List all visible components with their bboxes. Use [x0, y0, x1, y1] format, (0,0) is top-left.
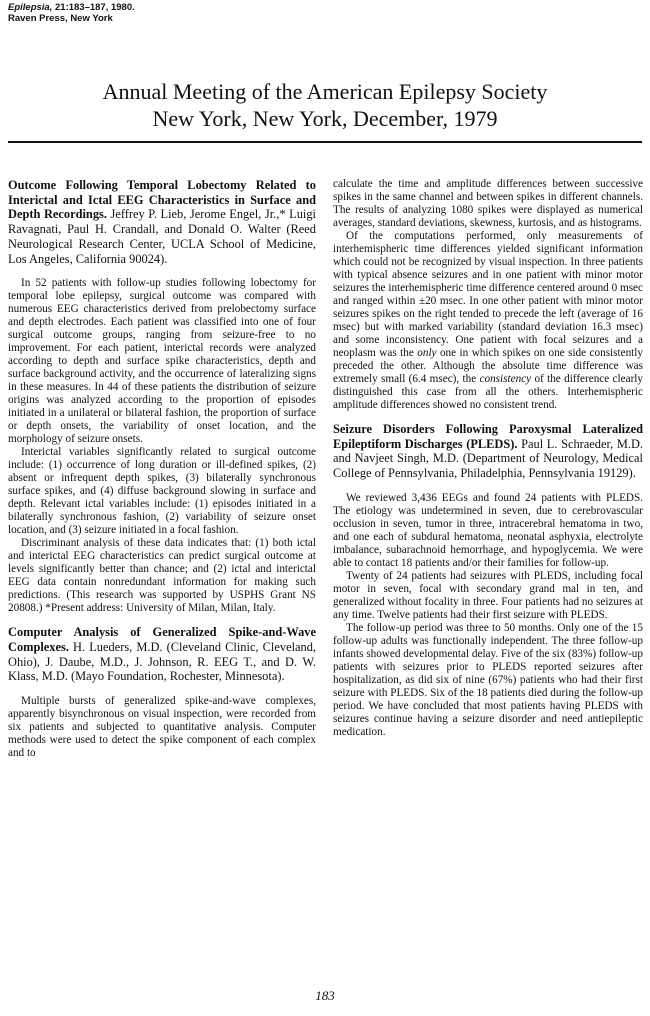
article-3-paragraph-1: We reviewed 3,436 EEGs and found 24 patients with PLEDS. The etiology was undetermined in seven, due to cerebrovascular occlusion in seven, tumor in three, intracerebral hematoma in two, and one each of subdural hematoma, neonatal asphyxia, electrolyte imbalance, subarachnoid hemorrhage, and hypoglycemia. We were able to contact 18 patients and/or their families for follow-up. — [333, 491, 643, 569]
page-title — [0, 78, 650, 132]
article-1-title: Outcome Following Temporal Lobectomy Related to Interictal and Ictal EEG Characteristics in Surface and Depth Recordings. — [8, 178, 316, 222]
right-column — [333, 178, 643, 739]
article-3-title: Seizure Disorders Following Paroxysmal Lateralized Epileptiform Discharges (PLEDS). — [333, 422, 643, 451]
article-2-title: Computer Analysis of Generalized Spike-and-Wave Complexes. — [8, 625, 316, 654]
left-column — [8, 178, 316, 760]
article-3-paragraph-2: Twenty of 24 patients had seizures with PLEDS, including focal motor in seven, focal with secondary grand mal in ten, and generalized without focality in three. Four patients had no seizures at any time. Twelve patients had their first seizure with PLEDS. — [333, 569, 643, 621]
journal-volume: 21:183–187, 1980. — [52, 2, 135, 13]
article-1-authors: Jeffrey P. Lieb, Jerome Engel, Jr.,* Luigi Ravagnati, Paul H. Crandall, and Donald O. Walter (Reed Neurological Research Center, UCLA School of Medicine, Los Angeles, California 90024). — [8, 207, 316, 266]
article-2-paragraph-1: Multiple bursts of generalized spike-and-wave complexes, apparently bisynchronous on visual inspection, were recorded from six patients and subjected to quantitative analysis. Computer methods were used to detect the spike component of each complex and to — [8, 695, 316, 760]
article-1-heading — [8, 178, 316, 266]
article-3-heading — [333, 422, 643, 481]
publisher: Raven Press, New York — [8, 13, 113, 24]
article-3-paragraph-3: The follow-up period was three to 50 months. Only one of the 15 follow-up adults was functionally independent. The three follow-up infants showed developmental delay. Five of the six (83%) follow-up patients with seizures prior to PLEDS reported seizures after hospitalization, as did six of nine (67%) patients who had their first seizure with PLEDS. Six of the 18 patients died during the follow-up period. We have concluded that most patients having PLEDS with seizures continue having a seizure disorder and need antiepileptic medication. — [333, 621, 643, 738]
journal-name: Epilepsia, — [8, 2, 53, 13]
article-2-paragraph-1-continued: calculate the time and amplitude differences between successive spikes in the same channel and between spikes in different channels. The results of analyzing 1080 spikes were displayed as numerical averages, standard deviations, skewness, kurtosis, and as histograms. — [333, 178, 643, 229]
article-3-authors: Paul L. Schraeder, M.D. and Navjeet Singh, M.D. (Department of Neurology, Medical College of Pennsylvania, Philadelphia, Pennsylvania 19129). — [333, 436, 643, 481]
page-number: 183 — [315, 988, 335, 1003]
emphasis-consistency: consistency — [479, 373, 532, 385]
article-2-heading — [8, 625, 316, 684]
article-2-authors: H. Lueders, M.D. (Cleveland Clinic, Cleveland, Ohio), J. Daube, M.D., J. Johnson, R. EEG T., and D. W. Klass, M.D. (Mayo Foundation, Rochester, Minnesota). — [8, 639, 316, 684]
title-rule — [8, 141, 642, 143]
journal-citation — [8, 2, 135, 24]
title-line-1: Annual Meeting of the American Epilepsy Society — [102, 79, 548, 104]
emphasis-only: only — [417, 347, 437, 359]
article-2-paragraph-2: Of the computations performed, only measurements of interhemispheric time differences yielded significant information which could not be recognized by visual inspection. In three patients with typical absence seizures and in one patient with minor motor seizures the interhemispheric time difference centered around 0 msec and ranged within ±20 msec. In one other patient with minor motor seizures spikes on the right tended to precede the left (average of 16 msec) but with marked variability (standard deviation 16.3 msec) and some inconsistency. One patient with focal seizures and a neoplasm was the only one in which spikes on one side consistently preceded the other. Although the absolute time difference was extremely small (6.4 msec), the consistency of the difference clearly distinguished this case from all the others. Interhemispheric amplitude differences showed no consistent trend. — [333, 230, 643, 411]
article-1-paragraph-3: Discriminant analysis of these data indicates that: (1) both ictal and interictal EEG characteristics can predict surgical outcome at levels significantly better than chance; and (2) ictal and interictal EEG data contain nonredundant information for making such predictions. (This research was supported by USPHS Grant NS 20808.) *Present address: University of Milan, Milan, Italy. — [8, 537, 316, 615]
title-line-2: New York, New York, December, 1979 — [152, 106, 498, 131]
article-1-paragraph-2: Interictal variables significantly related to surgical outcome include: (1) occurrence of long duration or ill-defined spikes, (2) absent or infrequent depth spikes, (3) bilaterally synchronous surface spikes, and (4) diffuse background slowing in surface and depth. Relevant ictal variables include: (1) episodes initiated in a bilaterally synchronous fashion, (2) variability of seizure onset location, and (3) seizure initiated in a focal fashion. — [8, 446, 316, 537]
article-1-paragraph-1: In 52 patients with follow-up studies following lobectomy for temporal lobe epilepsy, surgical outcome was compared with numerous EEG characteristics derived from prelobectomy surface and depth electrodes. Each patient was classified into one of four surgical outcome groups, ranging from seizure-free to no improvement. For each patient, interictal records were analyzed according to depth and surface spike characteristics, depth and surface background activity, and the occurrence of lateralizing signs in these measures. In 44 of these patients the distribution of seizure origins was analyzed according to the proportion of episodes initiated in a unilateral or bilateral fashion, the proportion of surface or depth onsets, the variability of onset location, and the morphology of seizure onsets. — [8, 277, 316, 446]
